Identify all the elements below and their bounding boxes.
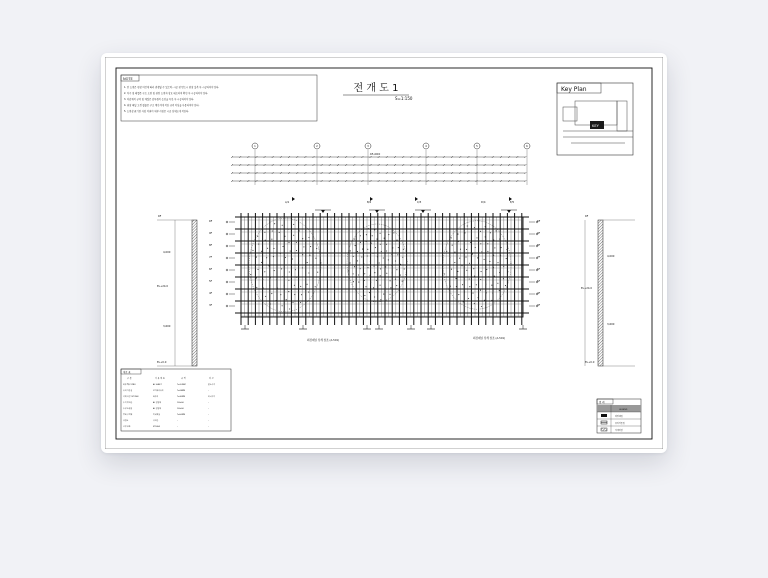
schedule-cell: - <box>177 426 178 428</box>
schedule-cell: 수직 멀리온 <box>123 402 133 404</box>
side-label: EL+24.0 <box>581 287 593 290</box>
schedule-cell: - <box>177 420 178 422</box>
schedule-cell: 실리콘 <box>153 420 159 422</box>
level-label: 5F <box>209 280 213 283</box>
schedule-cell: - <box>208 420 209 422</box>
level-label: 9F <box>209 232 213 235</box>
grid-marker-label: 6 <box>526 145 528 149</box>
level-label: 6F <box>209 268 213 271</box>
schedule-cell: 고정 철물 <box>123 426 131 428</box>
level-label: 4F <box>209 292 213 295</box>
schedule-cell: - <box>208 414 209 416</box>
schedule-cell: STS304 <box>153 426 160 428</box>
side-label: EL+0.0 <box>585 361 595 364</box>
side-label: 4,000 <box>163 251 171 254</box>
schedule-cell: 로이복층유리 <box>153 390 164 392</box>
dimension-total: 45,000 <box>369 152 381 156</box>
note-line: 5. 도면상 표기된 사항 이외의 세부 사항은 시공 상세도에 의한다. <box>124 110 189 113</box>
schedule-cell: 화강석 <box>153 396 159 398</box>
bottom-note: 외장패널 상세 참조 (A-501) <box>473 337 506 340</box>
side-level-label: RF <box>585 215 589 218</box>
schedule-cell: - <box>208 426 209 428</box>
schedule-cell: 미네랄울 <box>153 414 160 416</box>
schedule-header: 규 격 <box>181 378 186 380</box>
schedule-cell: AL 압출재 <box>153 402 162 404</box>
notes-label: NOTE <box>123 77 133 81</box>
level-label: 3F <box>209 304 213 307</box>
schedule-cell: 외장 패널 (PNL) <box>123 384 136 386</box>
schedule-cell: 불소수지 <box>208 384 215 386</box>
schedule-header: 비 고 <box>209 378 214 380</box>
top-tag: C/3 <box>417 201 422 204</box>
side-label: EL+24.0 <box>157 285 169 288</box>
level-label: 8F <box>537 244 541 247</box>
schedule-cell: T=24MM <box>177 390 185 392</box>
level-label: 4F <box>537 292 541 295</box>
side-label: 3,600 <box>163 325 171 328</box>
schedule-cell: 버너구이 <box>208 396 215 398</box>
schedule-header: 사 용 재 료 <box>155 378 165 380</box>
schedule-cell: - <box>208 390 209 392</box>
key-plan-label: Key Plan <box>561 86 587 93</box>
schedule-header: 구 분 <box>127 378 132 380</box>
level-label: 5F <box>537 280 541 283</box>
schedule-cell: 100x50 <box>177 402 184 404</box>
schedule-cell: T=50MM <box>177 414 185 416</box>
schedule-cell: 방화 구획재 <box>123 414 133 416</box>
legend-row: 석재마감 <box>615 430 623 432</box>
legend-row: LEGEND <box>619 409 628 411</box>
side-label: EL+0.0 <box>157 361 167 364</box>
key-plan-marker: KEY <box>592 124 599 128</box>
level-label: 7F <box>537 256 541 259</box>
legend-label: 범 례 <box>599 401 605 404</box>
note-line: 1. 본 도면은 현장 여건에 따라 변경될 수 있으며, 시공 전 반드시 현장 실측 후 시공하여야 한다. <box>124 86 220 89</box>
level-label: 3F <box>537 304 541 307</box>
level-label: RF <box>537 220 541 223</box>
note-line: 2. 치수 및 레벨은 구조 도면 및 관련 도면과 상호 대조하여 확인 후 시공하여야 한다. <box>124 92 209 95</box>
schedule-cell: - <box>208 402 209 404</box>
note-line: 3. 마감재의 규격 및 재질은 감독원의 승인을 득한 후 시공하여야 한다. <box>124 98 195 101</box>
schedule-cell: T=3.0MM <box>177 384 186 386</box>
schedule-cell: 100x50 <box>177 408 184 410</box>
schedule-cell: T=30MM <box>177 396 185 398</box>
schedule-cell: 유리 커튼월 <box>123 390 133 392</box>
drawing-card[interactable] <box>101 53 667 453</box>
grid-marker-label: 5 <box>476 145 478 149</box>
level-label: 7F <box>209 256 213 259</box>
grid-marker-label: 2 <box>316 145 318 149</box>
bottom-note: 외장패널 상세 참조 (A-501) <box>307 339 340 342</box>
top-tag: B/2 <box>367 201 372 204</box>
drawing-scale: S=1:150 <box>395 96 413 101</box>
schedule-label: 재료 표 <box>123 371 131 374</box>
level-label: RF <box>209 220 213 223</box>
level-label: 9F <box>537 232 541 235</box>
legend-row: 유리커튼월 <box>615 423 625 425</box>
legend-row: 외장패널 <box>615 416 623 418</box>
schedule-cell: 실란트 <box>123 420 129 422</box>
schedule-cell: - <box>208 408 209 410</box>
side-level-label: RF <box>158 215 162 218</box>
side-label: 3,600 <box>607 323 615 326</box>
grid-marker-label: 1 <box>254 145 256 149</box>
schedule-cell: 수평 트랜섬 <box>123 408 133 410</box>
note-line: 4. 외장 패널 고정 철물은 구조 계산서에 의한 규격 이상을 사용하여야 한다. <box>124 104 200 107</box>
schedule-cell: AL SHEET <box>153 384 162 386</box>
schedule-cell: 석재 마감 (STONE) <box>123 396 139 398</box>
top-tag: A/1 <box>285 201 290 204</box>
level-label: 6F <box>537 268 541 271</box>
grid-marker-label: 3 <box>367 145 369 149</box>
grid-marker-label: 4 <box>425 145 427 149</box>
side-label: 4,000 <box>607 255 615 258</box>
drawing-title: 전 개 도 1 <box>353 83 399 94</box>
level-label: 8F <box>209 244 213 247</box>
drawing-sheet <box>105 57 663 449</box>
schedule-cell: AL 압출재 <box>153 408 162 410</box>
top-tag: D/4 <box>481 201 486 204</box>
top-tag: E/5 <box>510 201 515 204</box>
